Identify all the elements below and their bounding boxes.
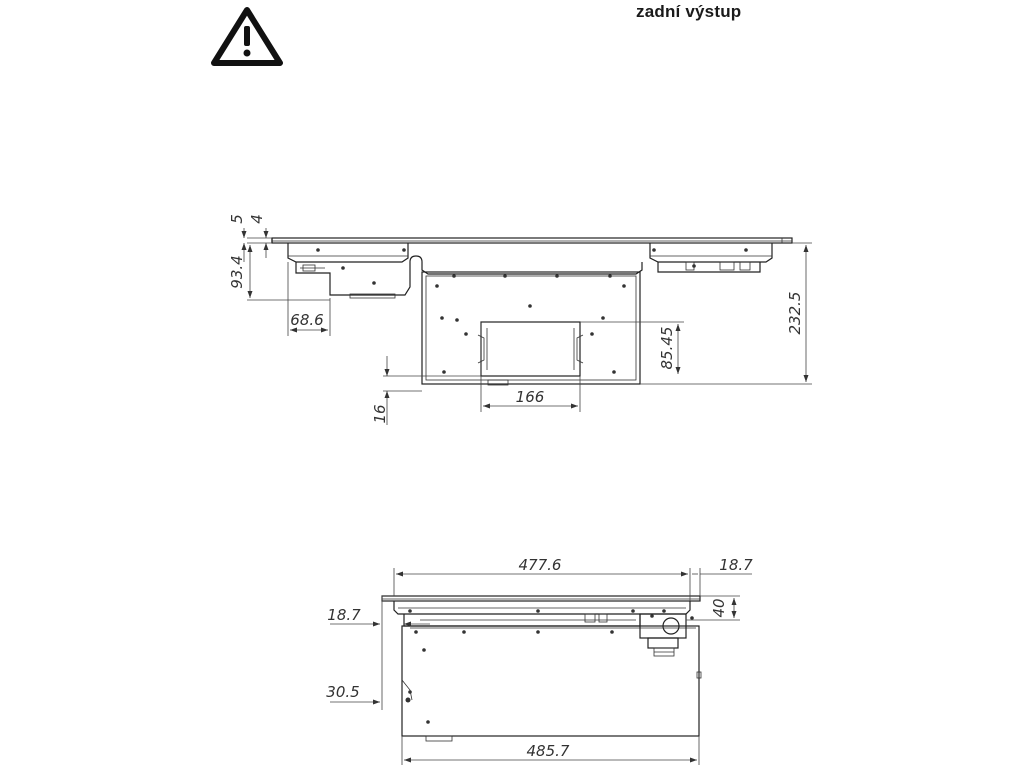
dim-18-7-right: 18.7 — [719, 556, 753, 574]
warning-triangle-icon — [214, 10, 280, 63]
dim-166: 166 — [515, 388, 545, 406]
dim-485-7: 485.7 — [526, 742, 570, 760]
side-view-drawing — [382, 596, 701, 741]
dim-16: 16 — [371, 404, 389, 424]
dim-85-45: 85.45 — [658, 326, 676, 370]
page-title: zadní výstup — [636, 2, 742, 21]
top-view-dimensions — [228, 214, 812, 425]
dim-18-7-left: 18.7 — [327, 606, 361, 624]
dim-477-6: 477.6 — [518, 556, 562, 574]
dim-68-6: 68.6 — [290, 311, 324, 329]
dim-40: 40 — [710, 598, 728, 618]
dim-232-5: 232.5 — [786, 291, 804, 335]
dim-4: 4 — [248, 214, 266, 224]
dim-93-4: 93.4 — [228, 255, 246, 289]
side-view-dimensions — [326, 556, 753, 765]
dim-30-5: 30.5 — [326, 683, 360, 701]
dim-5: 5 — [228, 214, 246, 224]
top-view-drawing — [272, 238, 792, 385]
